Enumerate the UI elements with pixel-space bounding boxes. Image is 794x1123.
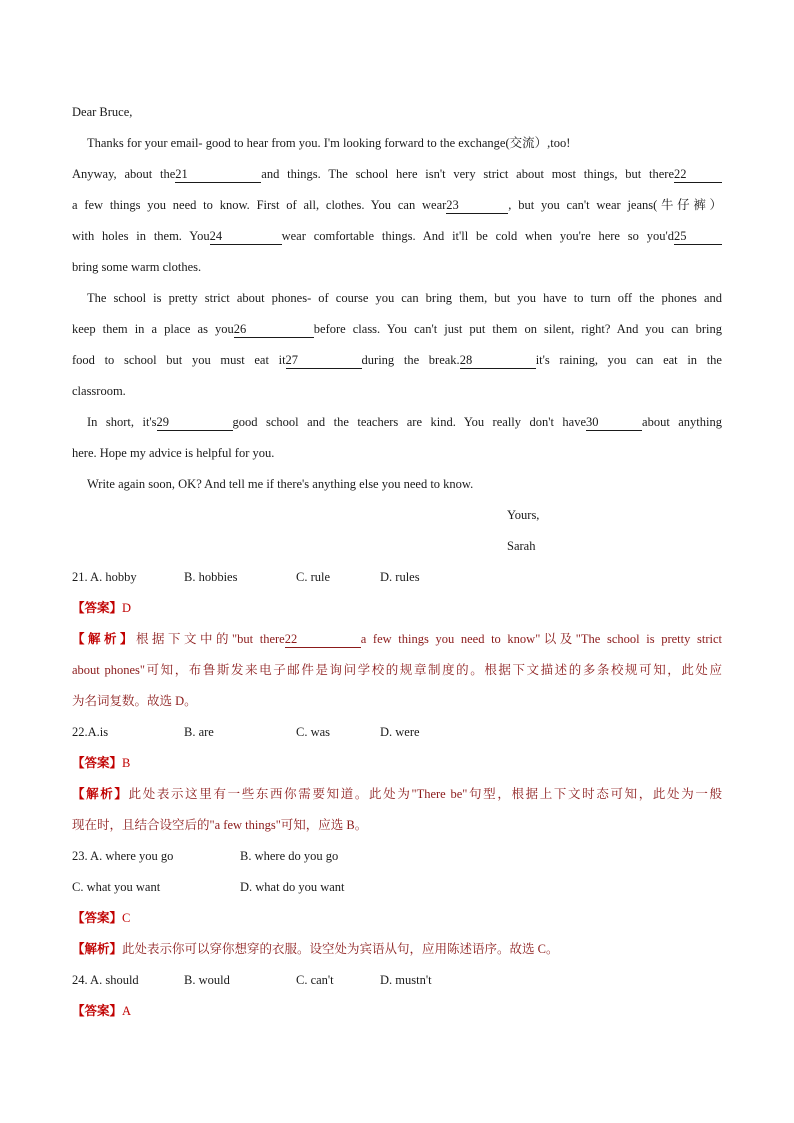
explanation-tag: 【解析】 — [72, 631, 137, 646]
option-b: B. hobbies — [184, 570, 238, 584]
line-text: here. Hope my advice is helpful for you. — [72, 446, 275, 460]
answer-line — [72, 751, 722, 782]
explanation-line — [72, 782, 722, 813]
line-text: good school and the teachers are kind. You really don't have — [232, 415, 587, 429]
line-text: bring some warm clothes. — [72, 260, 202, 274]
line-text: and things. The school here isn't very strict about most things, but there — [261, 167, 674, 181]
answer-blank: 30 — [586, 415, 642, 431]
explanation-text: 此处表示你可以穿你想穿的衣服。设空处为宾语从句，应用陈述语序。故选 C。 — [122, 942, 559, 956]
option-a: 21. A. hobby — [72, 570, 137, 584]
line-text: , but you can't wear jeans(牛仔裤） — [508, 198, 722, 212]
letter-paragraph-1-line — [72, 162, 722, 193]
letter-paragraph-2-line — [72, 317, 722, 348]
option-a: 24. A. should — [72, 973, 139, 987]
line-text: a few things you need to know. First of all, clothes. You can wear — [72, 198, 447, 212]
answer-line — [72, 596, 722, 627]
line-text: classroom. — [72, 384, 126, 398]
explanation-line — [72, 627, 722, 658]
answer-blank: 27 — [286, 353, 362, 369]
line-text: Write again soon, OK? And tell me if there's anything else you need to know. — [87, 477, 474, 491]
option-a: C. what you want — [72, 880, 161, 894]
answer-blank: 22 — [285, 632, 361, 648]
option-d: D. mustn't — [380, 973, 432, 987]
line-text: about anything — [642, 415, 722, 429]
letter-paragraph-2-line — [72, 379, 722, 410]
option-a: 23. A. where you go — [72, 849, 174, 863]
option-c: C. was — [296, 725, 331, 739]
question-options — [72, 844, 722, 875]
line-text: during the break. — [361, 353, 460, 367]
line-text: keep them in a place as you — [72, 322, 234, 336]
answer-blank: 22 — [674, 167, 722, 183]
answer-tag: 【答案】 — [72, 1003, 123, 1018]
option-b: D. what do you want — [240, 880, 345, 894]
option-d: D. were — [380, 725, 420, 739]
explanation-tag: 【解析】 — [72, 786, 129, 801]
letter-paragraph-3-line — [72, 410, 722, 441]
answer-blank: 21 — [175, 167, 261, 183]
letter-paragraph-1-line — [72, 255, 722, 286]
letter-paragraph-3-line — [72, 441, 722, 472]
explanation-line — [72, 813, 722, 844]
answer-blank: 25 — [674, 229, 722, 245]
line-text: it's raining, you can eat in the — [535, 353, 722, 367]
line-text: Thanks for your email- good to hear from you. I'm looking forward to the exchange(交流）,too! — [87, 136, 571, 150]
letter-greeting: Dear Bruce, — [72, 105, 133, 119]
answer-blank: 28 — [460, 353, 536, 369]
explanation-text: 现在时，且结合设空后的"a few things"可知，应选 B。 — [72, 818, 368, 832]
letter-paragraph-1-line — [72, 224, 722, 255]
explanation-text: a few things you need to know"以及"The school is pretty strict — [360, 632, 722, 646]
answer-tag: 【答案】 — [72, 755, 123, 770]
letter-paragraph-1-line — [72, 193, 722, 224]
line-text: wear comfortable things. And it'll be cold when you're here so you'd — [281, 229, 674, 243]
answer-letter: C — [122, 911, 131, 925]
option-b: B. are — [184, 725, 214, 739]
letter-paragraph-2-line — [72, 348, 722, 379]
explanation-line — [72, 937, 722, 968]
option-c: C. rule — [296, 570, 331, 584]
question-options — [72, 968, 722, 999]
question-options — [72, 720, 722, 751]
letter-paragraph-2-line — [72, 286, 722, 317]
explanation-text: 为名词复数。故选 D。 — [72, 694, 197, 708]
answer-tag: 【答案】 — [72, 600, 123, 615]
option-b: B. would — [184, 973, 230, 987]
line-text: before class. You can't just put them on silent, right? And you can bring — [313, 322, 722, 336]
explanation-text: 根据下文中的"but there — [136, 632, 285, 646]
answer-blank: 23 — [446, 198, 508, 214]
answer-line — [72, 999, 722, 1030]
answer-letter: D — [122, 601, 132, 615]
answer-blank: 24 — [210, 229, 282, 245]
explanation-text: about phones"可知，布鲁斯发来电子邮件是询问学校的规章制度的。根据下文描述的多条校规可知，此处应 — [72, 663, 722, 677]
letter-paragraph-3-line — [72, 472, 722, 503]
line-text: In short, it's — [87, 415, 157, 429]
option-c: C. can't — [296, 973, 334, 987]
answer-tag: 【答案】 — [72, 910, 123, 925]
answer-line — [72, 906, 722, 937]
letter-signature: Sarah — [507, 539, 536, 553]
letter-closing: Yours, — [507, 508, 540, 522]
answer-blank: 26 — [234, 322, 314, 338]
answer-letter: B — [122, 756, 131, 770]
document-content — [72, 100, 722, 1030]
question-options — [72, 565, 722, 596]
option-a: 22.A.is — [72, 725, 109, 739]
line-text: The school is pretty strict about phones- of course you can bring them, but you have to turn off the phones and — [87, 291, 722, 305]
line-text: with holes in them. You — [72, 229, 210, 243]
answer-letter: A — [122, 1004, 132, 1018]
explanation-line — [72, 689, 722, 720]
explanation-line — [72, 658, 722, 689]
option-d: D. rules — [380, 570, 420, 584]
answer-blank: 29 — [157, 415, 233, 431]
line-text: Anyway, about the — [72, 167, 176, 181]
explanation-tag: 【解析】 — [72, 941, 123, 956]
option-b: B. where do you go — [240, 849, 339, 863]
question-options — [72, 875, 722, 906]
letter-paragraph-1-line — [72, 131, 722, 162]
explanation-text: 此处表示这里有一些东西你需要知道。此处为"There be"句型，根据上下文时态可知，此处为一般 — [128, 787, 722, 801]
line-text: food to school but you must eat it — [72, 353, 286, 367]
